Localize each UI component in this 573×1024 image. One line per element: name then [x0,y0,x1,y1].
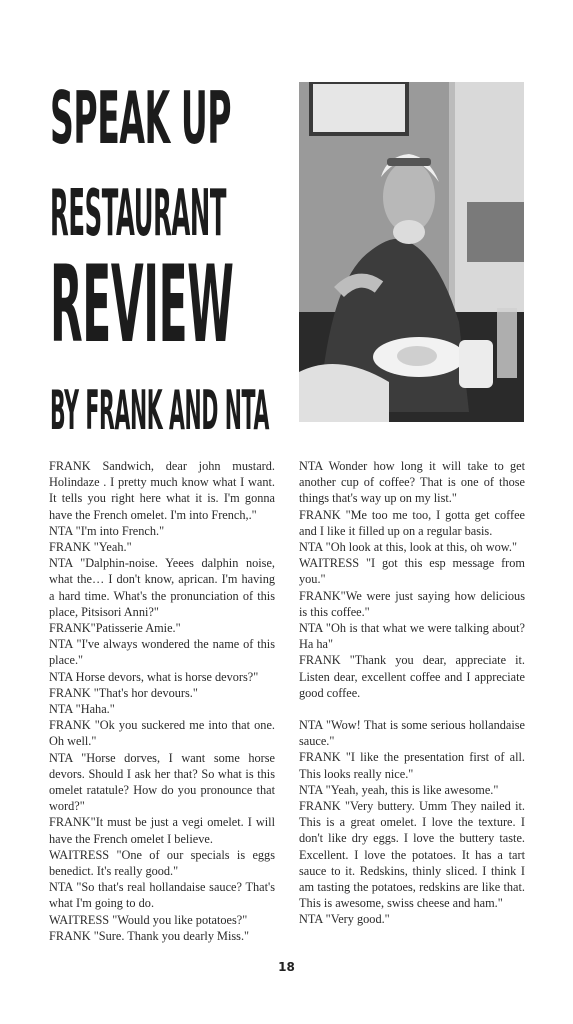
dialogue-paragraph: NTA "Dalphin-noise. Yeees dalphin noise, what the… I don't know, aprican. I'm having a hard time. What's the pronunciation of this place, Pitsisori Anni?" [49,556,275,619]
title-line-review: REVIEW [50,243,234,366]
dialogue-paragraph: FRANK "I like the presentation first of all. This looks really nice." [299,750,525,781]
dialogue-paragraph: NTA "I've always wondered the name of this place." [49,637,275,668]
dialogue-paragraph: FRANK "Thank you dear, appreciate it. Listen dear, excellent coffee and I appreciate good coffee. [299,653,525,700]
dialogue-paragraph: WAITRESS "Would you like potatoes?" [49,912,248,927]
dialogue-paragraph: NTA "I'm into French." [49,523,165,538]
photo-illustration [299,82,524,422]
dialogue-paragraph: NTA "Oh is that what we were talking about? Ha ha" [299,621,525,652]
dialogue-paragraph: NTA "Haha." [49,702,115,717]
photo-man-eating-omelet [299,82,524,422]
left-column [49,458,275,944]
dialogue-paragraph: FRANK Sandwich, dear john mustard. Holindaze . I pretty much know what I want. It tells you right here what it is. I'm gonna have the French omelet. I'm into French,." [49,459,275,522]
dialogue-paragraph: FRANK "Sure. Thank you dearly Miss." [49,928,250,943]
dialogue-paragraph: WAITRESS "I got this esp message from you." [299,556,525,587]
dialogue-paragraph: NTA "Oh look at this, look at this, oh wow." [299,540,517,555]
title-byline: BY FRANK AND NTA [50,379,270,442]
page-number: 18 [278,960,295,974]
dialogue-paragraph: FRANK "Me too me too, I gotta get coffee and I like it filled up on a regular basis. [299,507,525,538]
dialogue-paragraph: FRANK "Yeah." [49,540,132,555]
dialogue-paragraph: FRANK "Very buttery. Umm They nailed it. This is a great omelet. I love the texture. I don't like dry eggs. I love the buttery taste. Excellent. I love the potatoes. It has a tart sauce to it. Redskins, thinly sliced. I think I am tasting the potatoes, redskins are like that. This is awesome, swiss cheese and ham." [299,799,525,911]
dialogue-paragraph: NTA Horse devors, what is horse devors?" [49,669,259,684]
dialogue-paragraph: WAITRESS "One of our specials is eggs benedict. It's really good." [49,847,275,879]
dialogue-paragraph: NTA "Yeah, yeah, this is like awesome." [299,782,499,797]
dialogue-paragraph: NTA "So that's real hollandaise sauce? That's what I'm going to do. [49,880,275,911]
dialogue-paragraph: FRANK"We were just saying how delicious is this coffee." [299,588,525,619]
title-line-speak-up: SPEAK UP [50,76,232,160]
dialogue-paragraph: NTA Wonder how long it will take to get another cup of coffee? That is one of those things that's way up on my list." [299,459,525,506]
dialogue-paragraph: FRANK "That's hor devours." [49,685,198,700]
dialogue-paragraph: FRANK "Ok you suckered me into that one. Oh well." [49,718,275,749]
dialogue-paragraph: FRANK"Patisserie Amie." [49,621,181,636]
dialogue-paragraph: NTA "Very good." [299,912,390,927]
right-column [299,458,525,928]
dialogue-paragraph: FRANK"It must be just a vegi omelet. I will have the French omelet I believe. [49,815,275,846]
title-line-restaurant: RESTAURANT [50,177,227,251]
dialogue-paragraph: NTA "Wow! That is some serious hollandaise sauce." [299,718,525,749]
dialogue-paragraph: NTA "Horse dorves, I want some horse devors. Should I ask her that? So what is this omelet ratatule? How do you pronounce that word?" [49,750,275,814]
paragraph-gap [299,701,525,717]
